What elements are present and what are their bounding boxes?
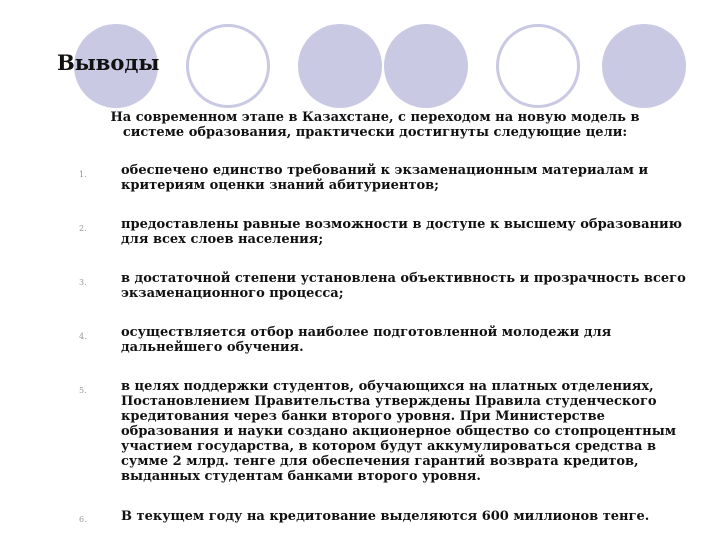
decor-circle-3 [298,24,382,108]
list-item-text: обеспечено единство требований к экзаменационным материалам и критериям оценки знаний абитуриентов; [121,163,649,193]
decor-circle-2 [186,24,270,108]
list-item-text: осуществляется отбор наиболее подготовленной молодежи для дальнейшего обучения. [121,325,612,355]
slide-title: Выводы [57,50,160,75]
list-item-text: в достаточной степени установлена объективность и прозрачность всего экзаменационного процесса; [121,271,686,301]
list-item-number: 4. [79,332,87,341]
list-item-number: 6. [79,515,87,524]
list-item-number: 3. [79,278,87,287]
decor-circle-4 [384,24,468,108]
decor-circle-6 [602,24,686,108]
list-item-number: 2. [79,224,87,233]
list-item-number: 1. [79,170,87,179]
decor-circle-5 [496,24,580,108]
list-item-text: В текущем году на кредитование выделяются 600 миллионов тенге. [121,509,650,524]
list-item-number: 5. [79,386,87,395]
list-item-text: в целях поддержки студентов, обучающихся на платных отделениях, Постановлением Правительства утверждены Правила студенческого кредитования через банки второго уровня. При Министерстве образования и науки создано акционерное общество со стопроцентным участием государства, в котором будут аккумулироваться средства в сумме 2 млрд. тенге для обеспечения гарантий возврата кредитов, выданных студентам банками второго уровня. [121,379,677,484]
list-item-text: предоставлены равные возможности в доступе к высшему образованию для всех слоев населения; [121,217,682,247]
slide-intro: На современном этапе в Казахстане, с переходом на новую модель в системе образования, практически достигнуты следующие цели: [110,110,640,140]
